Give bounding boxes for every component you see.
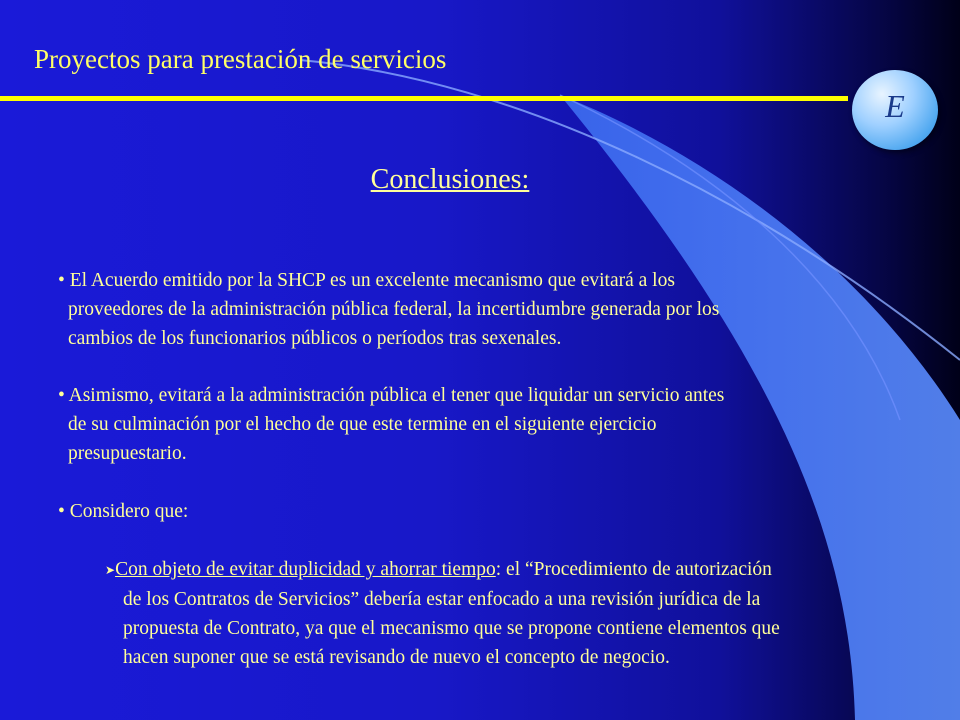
page-title: Proyectos para prestación de servicios: [34, 44, 447, 74]
bullet-icon: •: [58, 270, 65, 291]
sub-bullet-item: [105, 555, 945, 672]
bullet-icon: •: [58, 385, 65, 406]
sub-bullet-line: de los Contratos de Servicios” debería estar enfocado a una revisión jurídica de la: [123, 589, 761, 610]
bullet-line: Asimismo, evitará a la administración pública el tener que liquidar un servicio antes: [68, 385, 725, 406]
sub-bullet-underlined-phrase: Con objeto de evitar duplicidad y ahorrar tiempo: [115, 559, 496, 580]
bullet-line: cambios de los funcionarios públicos o períodos tras sexenales.: [68, 328, 562, 349]
bullet-line: presupuestario.: [68, 443, 187, 464]
section-heading: Conclusiones:: [370, 164, 530, 195]
section-badge-letter: E: [885, 88, 905, 124]
bullet-line: El Acuerdo emitido por la SHCP es un excelente mecanismo que evitará a los: [69, 270, 675, 291]
arrow-bullet-icon: ➤: [105, 563, 116, 577]
sub-bullet-line: propuesta de Contrato, ya que el mecanismo que se propone contiene elementos que: [123, 618, 780, 639]
section-badge: [852, 70, 938, 150]
bullet-line: Considero que:: [69, 501, 189, 522]
sub-bullet-line: : el “Procedimiento de autorización: [495, 559, 772, 580]
bullet-line: proveedores de la administración pública federal, la incertidumbre generada por los: [68, 299, 720, 320]
bullet-item: [58, 266, 938, 353]
sub-bullet-line: hacen suponer que se está revisando de nuevo el concepto de negocio.: [123, 647, 670, 668]
bullet-icon: •: [58, 501, 65, 522]
title-underline-rule: [0, 96, 848, 101]
bullet-item: [58, 497, 938, 526]
bullet-item: [58, 381, 938, 468]
bullet-line: de su culminación por el hecho de que este termine en el siguiente ejercicio: [68, 414, 657, 435]
